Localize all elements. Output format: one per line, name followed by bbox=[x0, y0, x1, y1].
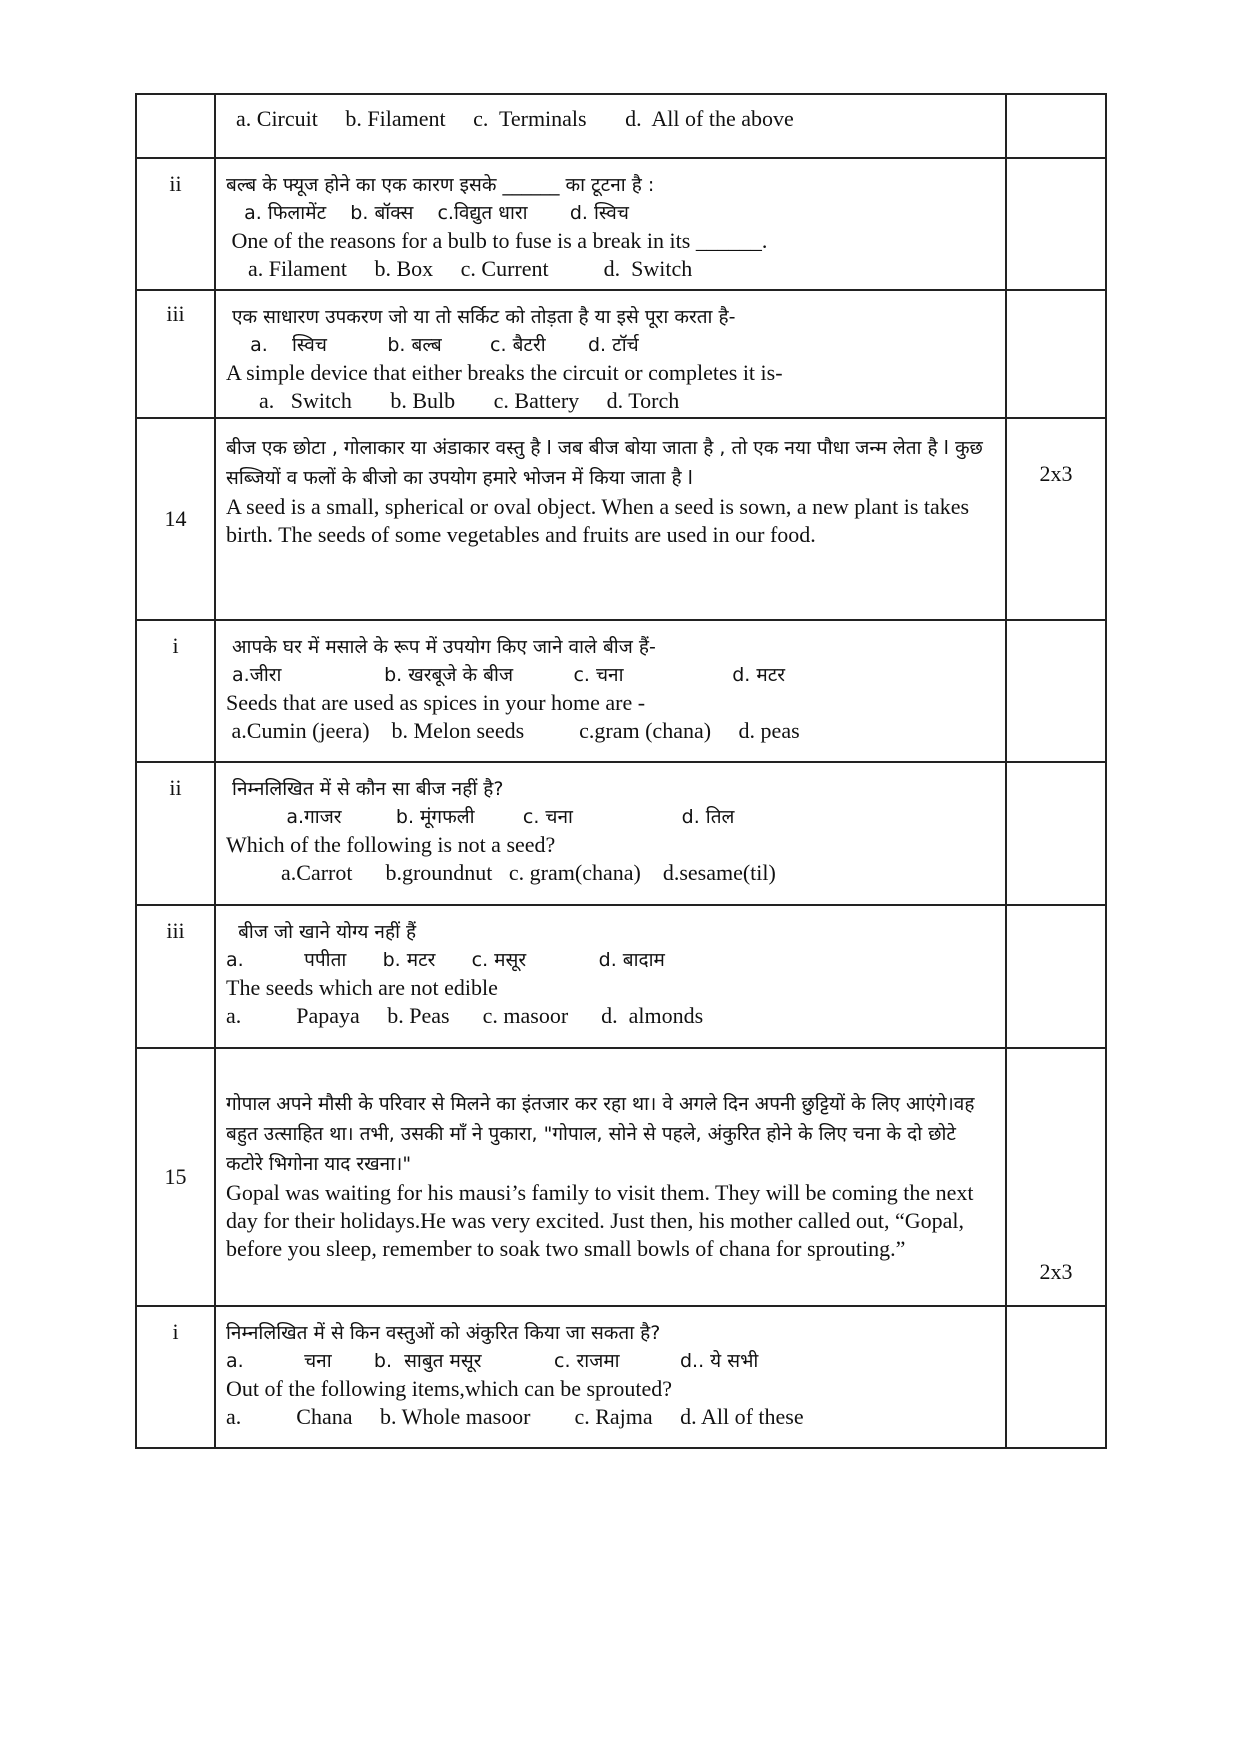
table-row bbox=[136, 620, 1106, 762]
question-body bbox=[215, 762, 1006, 905]
question-body bbox=[215, 1306, 1006, 1448]
hindi-question: एक साधारण उपकरण जो या तो सर्किट को तोड़ता है या इसे पूरा करता है- bbox=[226, 306, 736, 328]
hindi-passage: गोपाल अपने मौसी के परिवार से मिलने का इंतजार कर रहा था। वे अगले दिन अपनी छुट्टियों के लिए आएंगे।वह बहुत उत्साहित था। तभी, उसकी माँ ने पुकारा, "गोपाल, सोने से पहले, अंकुरित होने के लिए चना के दो छोटे कटोरे भिगोना याद रखना।" bbox=[226, 1093, 975, 1175]
hindi-question: बीज जो खाने योग्य नहीं हैं bbox=[226, 921, 417, 943]
question-body bbox=[215, 158, 1006, 290]
hindi-options: a. स्विच b. बल्ब c. बैटरी d. टॉर्च bbox=[226, 334, 639, 356]
english-options: a. Filament b. Box c. Current d. Switch bbox=[226, 256, 693, 281]
english-question: One of the reasons for a bulb to fuse is a break in its ______. bbox=[226, 228, 768, 253]
english-passage: A seed is a small, spherical or oval object. When a seed is sown, a new plant is takes birth. The seeds of some vegetables and fruits are used in our food. bbox=[226, 494, 970, 547]
marks-cell bbox=[1006, 94, 1106, 158]
table-row bbox=[136, 762, 1106, 905]
question-number: i bbox=[136, 620, 215, 762]
hindi-question: निम्नलिखित में से किन वस्तुओं को अंकुरित किया जा सकता है? bbox=[226, 1322, 661, 1344]
table-row bbox=[136, 1306, 1106, 1448]
marks-cell bbox=[1006, 1306, 1106, 1448]
marks-cell bbox=[1006, 290, 1106, 418]
marks-cell: 2x3 bbox=[1006, 1048, 1106, 1306]
hindi-question: बल्ब के फ्यूज होने का एक कारण इसके ______ का टूटना है : bbox=[226, 174, 655, 196]
question-body bbox=[215, 620, 1006, 762]
hindi-options: a. चना b. साबुत मसूर c. राजमा d.. ये सभी bbox=[226, 1350, 759, 1372]
english-question: The seeds which are not edible bbox=[226, 975, 498, 1000]
question-table bbox=[135, 93, 1107, 1449]
english-question: A simple device that either breaks the circuit or completes it is- bbox=[226, 360, 783, 385]
hindi-options: a.गाजर b. मूंगफली c. चना d. तिल bbox=[226, 806, 735, 828]
question-number: 14 bbox=[136, 418, 215, 620]
passage-body bbox=[215, 1048, 1006, 1306]
question-number: iii bbox=[136, 290, 215, 418]
hindi-options: a.जीरा b. खरबूजे के बीज c. चना d. मटर bbox=[226, 664, 786, 686]
hindi-options: a. पपीता b. मटर c. मसूर d. बादाम bbox=[226, 949, 665, 971]
question-number: i bbox=[136, 1306, 215, 1448]
marks-cell bbox=[1006, 905, 1106, 1048]
marks-cell bbox=[1006, 762, 1106, 905]
english-question: Seeds that are used as spices in your home are - bbox=[226, 690, 646, 715]
marks-cell bbox=[1006, 620, 1106, 762]
english-options: a.Carrot b.groundnut c. gram(chana) d.sesame(til) bbox=[226, 860, 776, 885]
question-body bbox=[215, 905, 1006, 1048]
table-row bbox=[136, 1048, 1106, 1306]
question-number: iii bbox=[136, 905, 215, 1048]
table-row bbox=[136, 158, 1106, 290]
table-row bbox=[136, 290, 1106, 418]
english-options: a. Switch b. Bulb c. Battery d. Torch bbox=[226, 388, 680, 413]
english-question: Out of the following items,which can be sprouted? bbox=[226, 1376, 673, 1401]
question-number: ii bbox=[136, 762, 215, 905]
question-number bbox=[136, 94, 215, 158]
question-number: ii bbox=[136, 158, 215, 290]
hindi-question: आपके घर में मसाले के रूप में उपयोग किए जाने वाले बीज हैं- bbox=[226, 636, 656, 658]
english-options: a. Chana b. Whole masoor c. Rajma d. All of these bbox=[226, 1404, 804, 1429]
english-passage: Gopal was waiting for his mausi’s family to visit them. They will be coming the next day for their holidays.He was very excited. Just then, his mother called out, “Gopal, before you sleep, remember to soak two small bowls of chana for sprouting.” bbox=[226, 1180, 974, 1261]
marks-cell: 2x3 bbox=[1006, 418, 1106, 620]
question-number: 15 bbox=[136, 1048, 215, 1306]
table-row bbox=[136, 94, 1106, 158]
table-row bbox=[136, 905, 1106, 1048]
table-row bbox=[136, 418, 1106, 620]
english-question: Which of the following is not a seed? bbox=[226, 832, 556, 857]
passage-body bbox=[215, 418, 1006, 620]
hindi-passage: बीज एक छोटा , गोलाकार या अंडाकार वस्तु है l जब बीज बोया जाता है , तो एक नया पौधा जन्म लेता है l कुछ सब्जियों व फलों के बीजो का उपयोग हमारे भोजन में किया जाता है l bbox=[226, 437, 983, 489]
question-body bbox=[215, 290, 1006, 418]
english-options: a. Papaya b. Peas c. masoor d. almonds bbox=[226, 1003, 704, 1028]
hindi-options: a. फिलामेंट b. बॉक्स c.विद्युत धारा d. स्विच bbox=[226, 202, 629, 224]
marks-cell bbox=[1006, 158, 1106, 290]
hindi-question: निम्नलिखित में से कौन सा बीज नहीं है? bbox=[226, 778, 504, 800]
question-body bbox=[215, 94, 1006, 158]
option-line: a. Circuit b. Filament c. Terminals d. All of the above bbox=[236, 106, 794, 131]
english-options: a.Cumin (jeera) b. Melon seeds c.gram (chana) d. peas bbox=[226, 718, 800, 743]
